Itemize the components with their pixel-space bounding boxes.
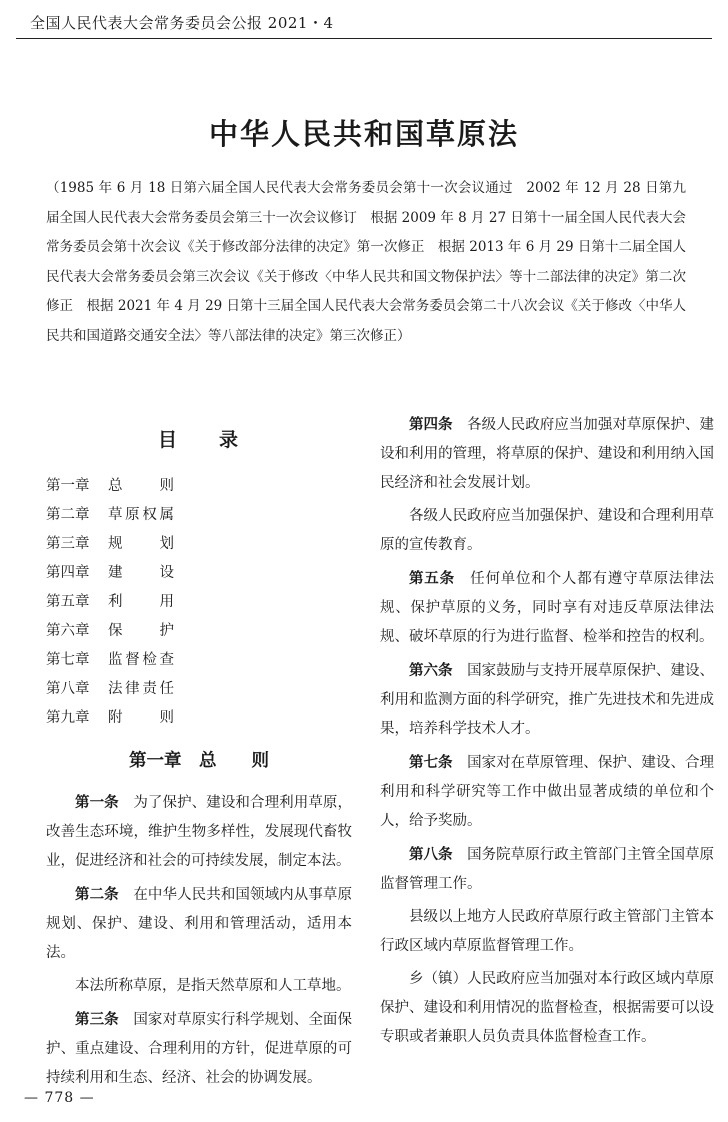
article-text: 各级人民政府应当加强对草原保护、建设和利用的管理，将草原的保护、建设和利用纳入国民经济和社会发展计划。	[380, 417, 715, 491]
article-paragraph	[380, 748, 714, 836]
toc-title: 目录	[157, 429, 280, 451]
article-text: 国家对草原实行科学规划、全面保护、重点建设、合理利用的方针，促进草原的可持续利用和生态、经济、社会的协调发展。	[46, 1012, 353, 1086]
toc-chapter-number: 第三章	[46, 536, 90, 552]
article-text: 县级以上地方人民政府草原行政主管部门主管本行政区域内草原监督管理工作。	[380, 909, 714, 954]
toc-chapter-name: 利用	[108, 594, 174, 610]
toc-item	[46, 472, 352, 501]
article-text: 各级人民政府应当加强保护、建设和合理利用草原的宣传教育。	[380, 508, 714, 553]
header-rule	[16, 38, 712, 39]
toc-chapter-name: 附则	[108, 710, 174, 726]
article-paragraph	[380, 656, 714, 744]
article-paragraph	[380, 502, 714, 560]
toc-item	[46, 617, 352, 646]
article-paragraph	[46, 880, 352, 968]
toc-chapter-name: 总则	[108, 478, 174, 494]
right-column	[380, 410, 714, 1056]
table-of-contents	[46, 472, 352, 733]
article-text: 任何单位和个人都有遵守草原法律法规、保护草原的义务，同时享有对违反草原法律法规、破坏草原的行为进行监督、检举和控告的权利。	[380, 571, 715, 645]
toc-chapter-number: 第六章	[46, 623, 90, 639]
left-column	[46, 422, 352, 1097]
article-paragraph	[380, 564, 714, 652]
article-label: 第八条	[409, 846, 453, 863]
article-paragraph	[46, 788, 352, 876]
article-paragraph	[380, 840, 714, 899]
toc-chapter-name: 监督检查	[108, 652, 174, 668]
legislative-history: （1985 年 6 月 18 日第六届全国人民代表大会常务委员会第十一次会议通过 2002 年 12 月 28 日第九届全国人民代表大会常务委员会第三十一次会议修订 根据 2009 年 8 月 27 日第十一届全国人民代表大会常务委员会第十次会议《关于修改部分法律的决定》第一次修正 根据 2013 年 6 月 29 日第十二届全国人民代表大会常务委员会第三次会议《关于修改〈中华人民共和国文物保护法〉等十二部法律的决定》第二次修正 根据 2021 年 4 月 29 日第十三届全国人民代表大会常务委员会第二十八次会议《关于修改〈中华人民共和国道路交通安全法〉等八部法律的决定》第三次修正）	[46, 180, 686, 344]
article-label: 第一条	[75, 794, 119, 811]
toc-chapter-name: 法律责任	[108, 681, 174, 697]
article-label: 第七条	[409, 754, 453, 771]
article-text: 乡（镇）人民政府应当加强对本行政区域内草原保护、建设和利用情况的监督检查，根据需要可以设专职或者兼职人员负责具体监督检查工作。	[380, 971, 714, 1045]
toc-chapter-number: 第七章	[46, 652, 90, 668]
toc-item	[46, 530, 352, 559]
toc-item	[46, 559, 352, 588]
toc-chapter-number: 第五章	[46, 594, 90, 610]
toc-chapter-name: 规划	[108, 536, 174, 552]
toc-chapter-number: 第九章	[46, 710, 90, 726]
toc-item	[46, 704, 352, 733]
article-paragraph	[46, 1005, 352, 1093]
toc-chapter-number: 第四章	[46, 565, 90, 581]
page-number: — 778 —	[24, 1090, 95, 1106]
article-text: 国家鼓励与支持开展草原保护、建设、利用和监测方面的科学研究，推广先进技术和先进成果，培养科学技术人才。	[380, 663, 715, 737]
article-label: 第六条	[409, 662, 453, 679]
chapter-title: 第一章 总 则	[129, 751, 269, 771]
article-label: 第五条	[409, 570, 455, 587]
article-label: 第三条	[75, 1011, 119, 1028]
law-title: 中华人民共和国草原法	[208, 117, 519, 151]
article-paragraph	[380, 410, 714, 498]
article-text: 国家对在草原管理、保护、建设、合理利用和科学研究等工作中做出显著成绩的单位和个人，给予奖励。	[380, 755, 715, 829]
article-text: 为了保护、建设和合理利用草原，改善生态环境，维护生物多样性，发展现代畜牧业，促进经济和社会的可持续发展，制定本法。	[46, 795, 353, 869]
toc-chapter-name: 草原权属	[108, 507, 174, 523]
article-text: 在中华人民共和国领域内从事草原规划、保护、建设、利用和管理活动，适用本法。	[46, 887, 353, 961]
toc-item	[46, 675, 352, 704]
toc-chapter-number: 第八章	[46, 681, 90, 697]
toc-item	[46, 646, 352, 675]
article-paragraph	[380, 903, 714, 961]
journal-header: 全国人民代表大会常务委员会公报 2021・4	[30, 14, 334, 32]
article-label: 第二条	[75, 886, 119, 903]
toc-chapter-number: 第一章	[46, 478, 90, 494]
toc-item	[46, 588, 352, 617]
article-label: 第四条	[409, 416, 453, 433]
toc-chapter-name: 建设	[108, 565, 174, 581]
article-paragraph	[380, 965, 714, 1052]
article-text: 本法所称草原，是指天然草原和人工草地。	[75, 978, 351, 994]
toc-item	[46, 501, 352, 530]
toc-chapter-number: 第二章	[46, 507, 90, 523]
article-paragraph	[46, 972, 352, 1001]
article-text: 国务院草原行政主管部门主管全国草原监督管理工作。	[380, 847, 715, 892]
toc-chapter-name: 保护	[108, 623, 174, 639]
